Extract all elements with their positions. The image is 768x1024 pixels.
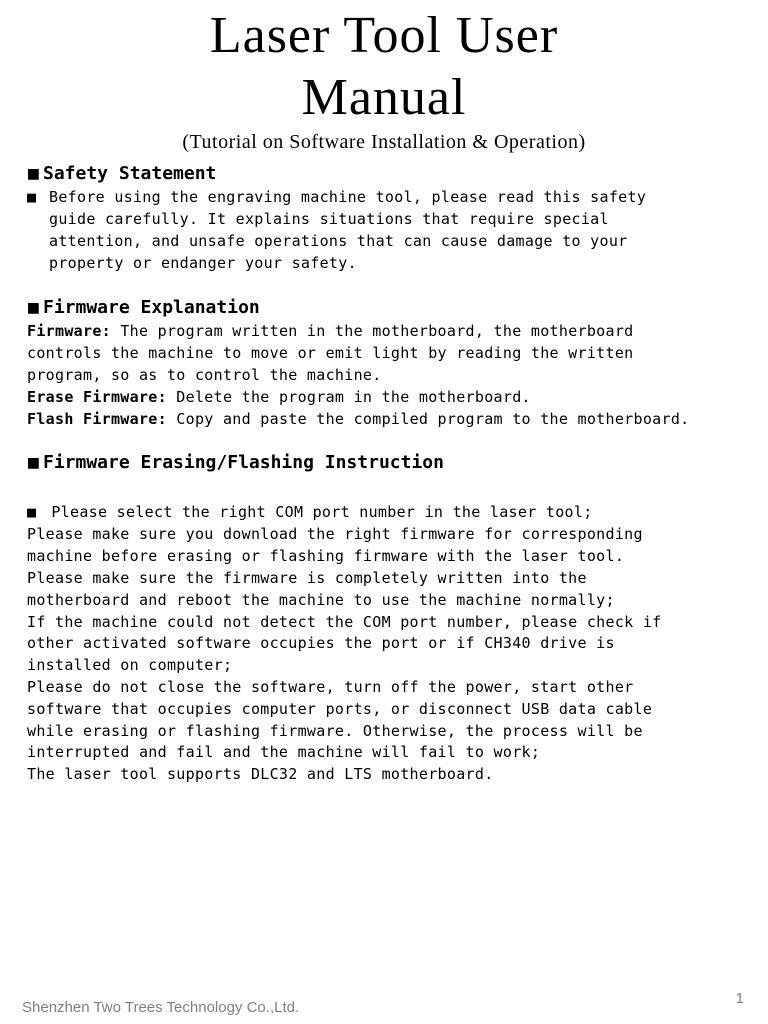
- bullet-icon: ■: [28, 452, 39, 473]
- instruction-line: while erasing or flashing firmware. Otherwise, the process will be: [27, 722, 643, 740]
- instruction-line: If the machine could not detect the COM port number, please check if: [27, 613, 662, 631]
- safety-line-1-text: Before using the engraving machine tool, please read this safety: [49, 188, 647, 206]
- safety-line-1: [27, 186, 42, 208]
- instruction-line: Please do not close the software, turn off the power, start other: [27, 678, 634, 696]
- instruction-line: machine before erasing or flashing firmware with the laser tool.: [27, 547, 625, 565]
- footer-company: Shenzhen Two Trees Technology Co.,Ltd.: [22, 999, 300, 1016]
- safety-heading: [28, 163, 216, 185]
- firmware-definition-line-3: program, so as to control the machine.: [27, 366, 382, 384]
- instruction-line: other activated software occupies the port or if CH340 drive is: [27, 634, 615, 652]
- instruction-heading: [28, 452, 444, 474]
- instruction-line: software that occupies computer ports, or disconnect USB data cable: [27, 700, 653, 718]
- firmware-heading: [28, 297, 260, 319]
- bullet-icon: ■: [28, 163, 39, 184]
- bullet-icon: ■: [27, 503, 37, 521]
- instruction-line: The laser tool supports DLC32 and LTS motherboard.: [27, 765, 494, 783]
- instruction-line: motherboard and reboot the machine to use the machine normally;: [27, 591, 615, 609]
- firmware-definition-line-1: [27, 320, 634, 342]
- instruction-first-line-text: Please select the right COM port number in the laser tool;: [51, 503, 593, 521]
- instruction-line: Please make sure you download the right firmware for corresponding: [27, 525, 643, 543]
- safety-line-3: attention, and unsafe operations that can cause damage to your: [49, 232, 628, 250]
- flash-firmware-line: [27, 408, 690, 430]
- flash-firmware-label: Flash Firmware:: [27, 410, 167, 428]
- title-line-2: Manual: [301, 69, 467, 126]
- instruction-line: installed on computer;: [27, 656, 233, 674]
- instruction-line: Please make sure the firmware is completely written into the: [27, 569, 587, 587]
- firmware-label: Firmware:: [27, 322, 111, 340]
- erase-firmware-line: [27, 386, 531, 408]
- erase-firmware-text: Delete the program in the motherboard.: [166, 388, 531, 406]
- safety-line-2: guide carefully. It explains situations that require special: [49, 210, 609, 228]
- firmware-definition-line-2: controls the machine to move or emit light by reading the written: [27, 344, 634, 362]
- bullet-icon: ■: [28, 297, 39, 318]
- instruction-line: interrupted and fail and the machine will fail to work;: [27, 743, 541, 761]
- firmware-heading-text: Firmware Explanation: [43, 297, 260, 318]
- safety-line-4: property or endanger your safety.: [49, 254, 357, 272]
- firmware-text: The program written in the motherboard, the motherboard: [110, 322, 634, 340]
- subtitle: (Tutorial on Software Installation & Operation): [182, 131, 586, 153]
- title-line-1: Laser Tool User: [209, 7, 559, 64]
- bullet-icon: ■: [27, 188, 37, 206]
- safety-heading-text: Safety Statement: [43, 163, 217, 184]
- instruction-heading-text: Firmware Erasing/Flashing Instruction: [43, 452, 444, 473]
- flash-firmware-text: Copy and paste the compiled program to the motherboard.: [166, 410, 690, 428]
- page-number: 1: [735, 990, 744, 1007]
- instruction-first-line: [27, 501, 593, 523]
- erase-firmware-label: Erase Firmware:: [27, 388, 167, 406]
